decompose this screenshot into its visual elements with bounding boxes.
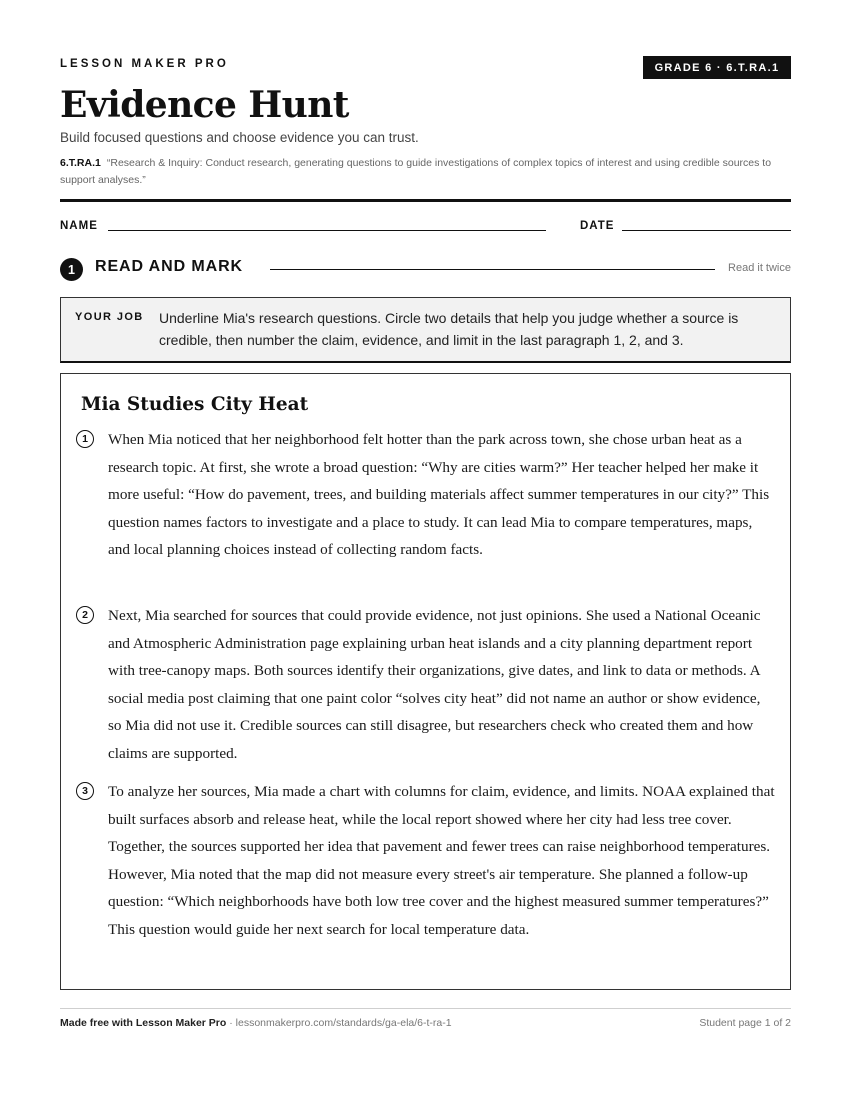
passage-paragraph: To analyze her sources, Mia made a chart with columns for claim, evidence, and limits. NOAA explained that built surfaces absorb and release heat, while the local report showed where her city had less tree cover. Together, the sources supported her idea that pavement and fewer trees can raise neighborhood temperatures. However, Mia noted that the map did not measure every street's air temperature. She planned a follow-up question: “Which neighborhoods have both low tree cover and the highest measured summer temperatures?” This question would guide her next search for local temperature data. xyxy=(108,783,775,938)
paragraph-number-badge: 2 xyxy=(76,606,94,624)
page-title: Evidence Hunt xyxy=(60,84,349,126)
instructions-label: YOUR JOB xyxy=(75,311,144,323)
standard-code: 6.T.RA.1 xyxy=(60,157,101,169)
passage-paragraph: Next, Mia searched for sources that could provide evidence, not just opinions. She used a National Oceanic and Atmospheric Administration page explaining urban heat islands and a city planning department report with tree-canopy maps. Both sources identify their organizations, give dates, and link to data or methods. A social media post claiming that one paint color “solves city heat” did not name an author or show evidence, so Mia did not use it. Credible sources can still disagree, but researchers check who created them and how claims are supported. xyxy=(108,607,761,762)
reading-passage xyxy=(60,373,791,990)
footer-page-number: Student page 1 of 2 xyxy=(699,1017,791,1029)
paragraph-number-badge: 3 xyxy=(76,782,94,800)
section-title: READ AND MARK xyxy=(95,258,243,275)
name-label: NAME xyxy=(60,220,98,232)
passage-title: Mia Studies City Heat xyxy=(81,394,309,415)
footer-divider xyxy=(60,1008,791,1009)
section-note: Read it twice xyxy=(728,262,791,274)
standard-description xyxy=(60,155,791,189)
footer-made-with: Made free with Lesson Maker Pro xyxy=(60,1017,227,1029)
standard-text: “Research & Inquiry: Conduct research, generating questions to guide investigations of complex topics of interest and using credible sources to support analyses.” xyxy=(60,157,772,186)
brand-name: LESSON MAKER PRO xyxy=(60,58,229,70)
instructions-text: Underline Mia's research questions. Circle two details that help you judge whether a source is credible, then number the claim, evidence, and limit in the last paragraph 1, 2, and 3. xyxy=(159,310,739,348)
date-field-line[interactable] xyxy=(622,230,791,231)
section-title-rule xyxy=(270,269,715,270)
grade-badge: GRADE 6 · 6.T.RA.1 xyxy=(643,56,791,79)
footer-url[interactable]: · lessonmakerpro.com/standards/ga-ela/6-t-ra-1 xyxy=(229,1017,452,1029)
instructions-box xyxy=(60,297,791,363)
passage-paragraph: When Mia noticed that her neighborhood felt hotter than the park across town, she chose urban heat as a research topic. At first, she wrote a broad question: “Why are cities warm?” Her teacher helped her make it more useful: “How do pavement, trees, and building materials affect summer temperatures in our city?” This question names factors to investigate and a place to study. It can lead Mia to compare temperatures, maps, and local planning choices instead of collecting random facts. xyxy=(108,431,770,559)
worksheet-page xyxy=(60,0,791,1100)
header-divider xyxy=(60,199,791,202)
page-subtitle: Build focused questions and choose evidence you can trust. xyxy=(60,130,419,145)
footer-credit xyxy=(60,1017,452,1029)
paragraph-number-badge: 1 xyxy=(76,430,94,448)
date-label: DATE xyxy=(580,220,615,232)
name-field-line[interactable] xyxy=(108,230,546,231)
section-number-badge: 1 xyxy=(60,258,83,281)
